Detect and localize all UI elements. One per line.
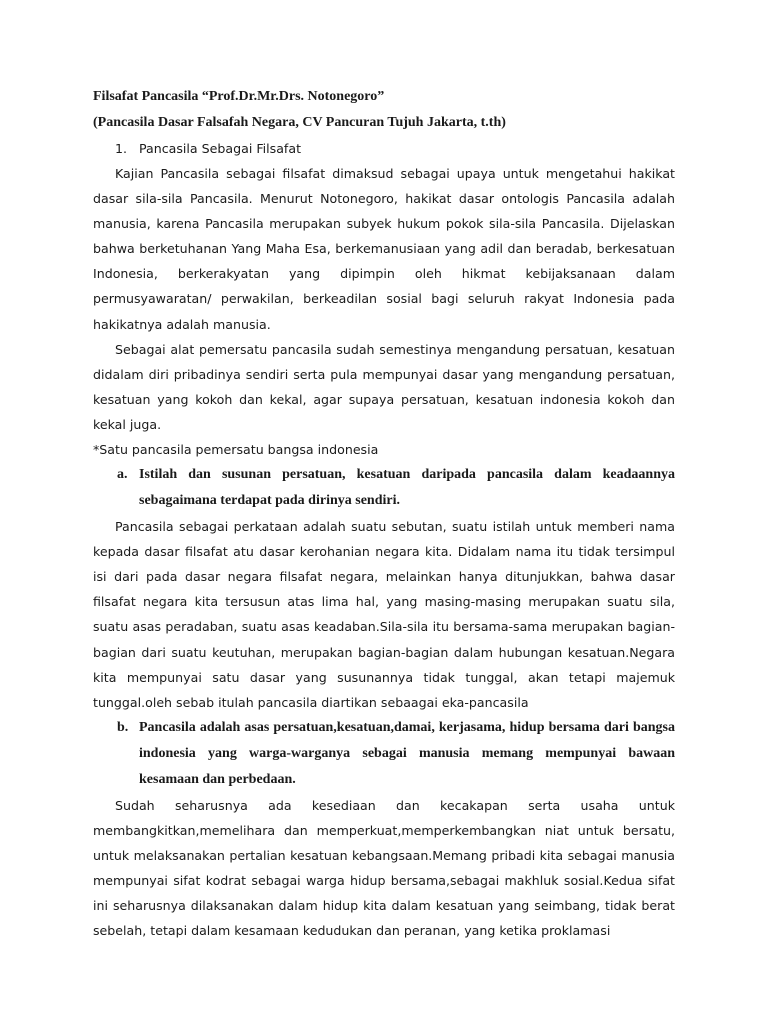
note-line: *Satu pancasila pemersatu bangsa indonesia xyxy=(93,442,379,458)
paragraph: Sebagai alat pemersatu pancasila sudah semestinya mengandung persatuan, kesatuan didalam diri pribadinya sendiri serta pula mempunyai dasar yang mengandung persatuan, kesatuan yang kokoh dan kekal, agar supaya persatuan, kesatuan indonesia kokoh dan kekal juga. xyxy=(93,341,675,432)
paragraph: Sudah seharusnya ada kesediaan dan kecakapan serta usaha untuk membangkitkan,memelihara dan memperkuat,memperkembangkan niat untuk bersatu, untuk melaksanakan pertalian kesatuan kebangsaan.Memang pribadi kita sebagai manusia mempunyai sifat kodrat sebagai warga hidup bersama,sebagai makhluk sosial.Kedua sifat ini seharusnya dilaksanakan dalam hidup kita dalam kesatuan yang seimbang, tidak berat sebelah, tetapi dalam kesamaan kedudukan dan peranan, yang ketika proklamasi xyxy=(93,797,675,939)
list-letter: b. xyxy=(117,719,129,735)
document-page xyxy=(93,84,675,943)
list-letter: a. xyxy=(117,467,128,483)
list-item-b xyxy=(93,715,675,793)
paragraph: Kajian Pancasila sebagai filsafat dimaksud sebagai upaya untuk mengetahui hakikat dasar sila-sila Pancasila. Menurut Notonegoro, hakikat dasar ontologis Pancasila adalah manusia, karena Pancasila merupakan subyek hukum pokok sila-sila Pancasila. Dijelaskan bahwa berketuhanan Yang Maha Esa, berkemanusiaan yang adil dan beradab, berkesatuan Indonesia, berkerakyatan yang dipimpin oleh hikmat kebijaksanaan dalam permusyawaratan/ perwakilan, berkeadilan sosial bagi seluruh rakyat Indonesia pada hakikatnya adalah manusia. xyxy=(93,166,675,332)
section-heading xyxy=(93,136,675,161)
paragraph: Pancasila sebagai perkataan adalah suatu sebutan, suatu istilah untuk memberi nama kepada dasar filsafat atu dasar kerohanian negara kita. Didalam nama itu tidak tersimpul isi dari pada dasar negara filsafat negara, melainkan hanya ditunjukkan, bahwa dasar filsafat negara kita tersusun atas lima hal, yang masing-masing merupakan suatu sila, suatu asas peradaban, suatu asas keadaban.Sila-sila itu bersama-sama merupakan bagian-bagian dari suatu keutuhan, merupakan bagian-bagian dalam hubungan kesatuan.Negara kita mempunyai satu dasar yang susunannya tidak tunggal, akan tetapi majemuk tunggal.oleh sebab itulah pancasila diartikan sebaagai eka-pancasila xyxy=(93,519,675,710)
list-text: Pancasila adalah asas persatuan,kesatuan,damai, kerjasama, hidup bersama dari bangsa indonesia yang warga-warganya sebagai manusia memang mempunyai bawaan kesamaan dan perbedaan. xyxy=(139,719,675,787)
document-source: (Pancasila Dasar Falsafah Negara, CV Pancuran Tujuh Jakarta, t.th) xyxy=(93,115,506,130)
section-number: 1. xyxy=(115,141,128,156)
document-title: Filsafat Pancasila “Prof.Dr.Mr.Drs. Notonegoro” xyxy=(93,89,385,104)
list-item-a xyxy=(93,462,675,514)
section-title: Pancasila Sebagai Filsafat xyxy=(139,141,302,156)
list-text: Istilah dan susunan persatuan, kesatuan daripada pancasila dalam keadaannya sebagaimana terdapat pada dirinya sendiri. xyxy=(139,467,675,509)
